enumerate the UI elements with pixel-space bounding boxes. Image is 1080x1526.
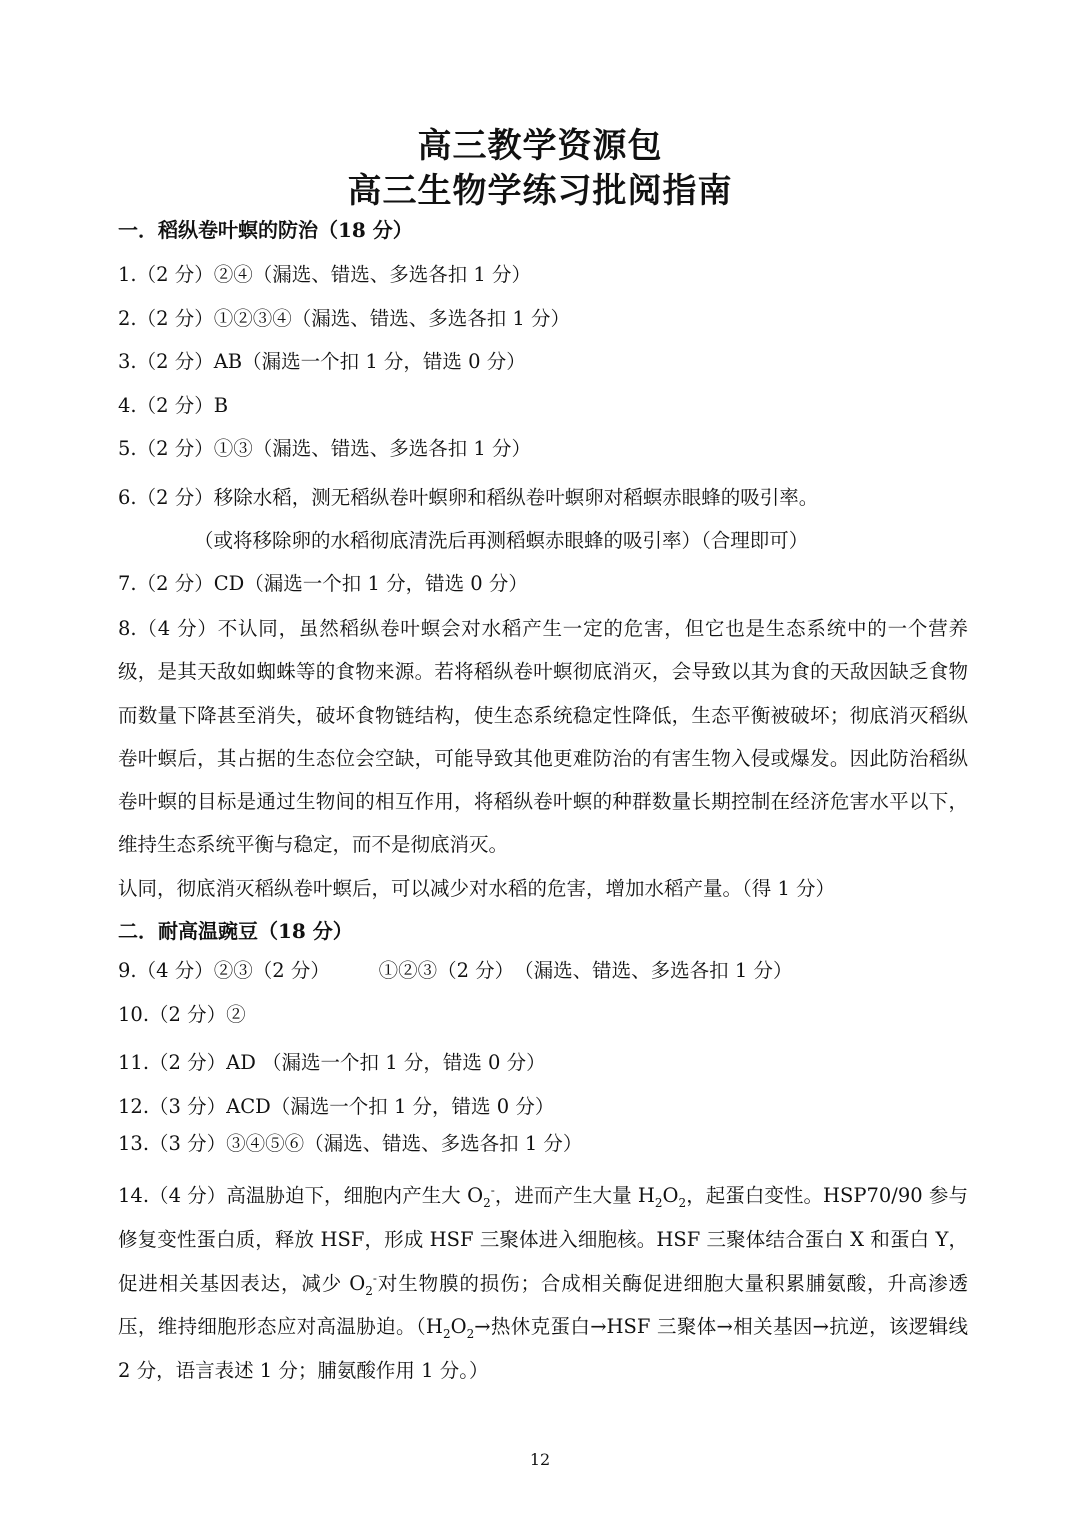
q14-subscript: 2 (365, 1283, 373, 1298)
answer-q11: 11.（2 分）AD （漏选一个扣 1 分，错选 0 分） (118, 1051, 546, 1074)
section-heading-rice-leaf-roller: 一．稻纵卷叶螟的防治（18 分） (118, 218, 413, 242)
document-title: 高三教学资源包 (417, 126, 663, 166)
q14-part: O (450, 1315, 467, 1339)
q14-part: ，起蛋白变性。HSP70/90 参与修复变性蛋白质，释放 HSF，形成 HSF 三聚体进入细胞核。HSF 三聚体结合蛋白 X 和蛋白 Y，促进相关基因表达，减少 O (118, 1184, 968, 1295)
answer-q4: 4.（2 分）B (118, 394, 229, 417)
answer-q10: 10.（2 分）② (118, 1003, 246, 1026)
answer-q8 (118, 607, 968, 910)
answer-q8-alternative: 认同，彻底消灭稻纵卷叶螟后，可以减少对水稻的危害，增加水稻产量。（得 1 分） (118, 876, 836, 900)
section-heading-heat-tolerant-pea: 二．耐高温豌豆（18 分） (118, 919, 353, 943)
answer-q12: 12.（3 分）ACD（漏选一个扣 1 分，错选 0 分） (118, 1095, 555, 1118)
q14-superscript: - (372, 1271, 377, 1286)
answer-q14 (118, 1174, 968, 1393)
q14-superscript: - (490, 1183, 495, 1198)
answer-q3: 3.（2 分）AB（漏选一个扣 1 分，错选 0 分） (118, 350, 526, 373)
q14-part: →热休克蛋白→HSF 三聚体→相关基因→抗逆，该逻辑线 2 分，语言表述 1 分；脯氨酸作用 1 分。） (118, 1315, 968, 1383)
answer-q6: 6.（2 分）移除水稻，测无稻纵卷叶螟卵和稻纵卷叶螟卵对稻螟赤眼蜂的吸引率。 (118, 486, 819, 509)
q14-part: O (662, 1184, 679, 1207)
q14-subscript: 2 (466, 1327, 475, 1342)
q14-subscript: 2 (442, 1327, 451, 1342)
q14-part: 对生物膜的损伤；合成相关酶促进细胞大量积累脯氨酸，升高渗透压，维持细胞形态应对高温胁迫。（H (118, 1271, 968, 1339)
answer-q5: 5.（2 分）①③（漏选、错选、多选各扣 1 分） (118, 437, 532, 460)
page-number: 12 (529, 1450, 551, 1469)
answer-q8-text: 8.（4 分）不认同，虽然稻纵卷叶螟会对水稻产生一定的危害，但它也是生态系统中的一个营养级，是其天敌如蜘蛛等的食物来源。若将稻纵卷叶螟彻底消灭，会导致以其为食的天敌因缺乏食物而数量下降甚至消失，破坏食物链结构，使生态系统稳定性降低，生态平衡被破坏；彻底消灭稻纵卷叶螟后，其占据的生态位会空缺，可能导致其他更难防治的有害生物入侵或爆发。因此防治稻纵卷叶螟的目标是通过生物间的相互作用，将稻纵卷叶螟的种群数量长期控制在经济危害水平以下，维持生态系统平衡与稳定，而不是彻底消灭。 (118, 617, 968, 857)
answer-q2: 2.（2 分）①②③④（漏选、错选、多选各扣 1 分） (118, 307, 571, 330)
answer-q9: 9.（4 分）②③（2 分） ①②③（2 分） （漏选、错选、多选各扣 1 分） (118, 959, 793, 982)
document-subtitle: 高三生物学练习批阅指南 (347, 171, 733, 211)
answer-q1: 1.（2 分）②④（漏选、错选、多选各扣 1 分） (118, 263, 532, 286)
q14-subscript: 2 (483, 1195, 491, 1210)
answer-q13: 13.（3 分）③④⑤⑥（漏选、错选、多选各扣 1 分） (118, 1132, 583, 1155)
q14-part: ，进而产生大量 H (494, 1184, 655, 1207)
q14-subscript: 2 (678, 1195, 687, 1210)
answer-q7: 7.（2 分）CD（漏选一个扣 1 分，错选 0 分） (118, 572, 528, 595)
answer-q6-alternative: （或将移除卵的水稻彻底清洗后再测稻螟赤眼蜂的吸引率）（合理即可） (194, 529, 809, 552)
q14-subscript: 2 (654, 1195, 663, 1210)
q14-part: 14.（4 分）高温胁迫下，细胞内产生大 O (118, 1184, 484, 1207)
